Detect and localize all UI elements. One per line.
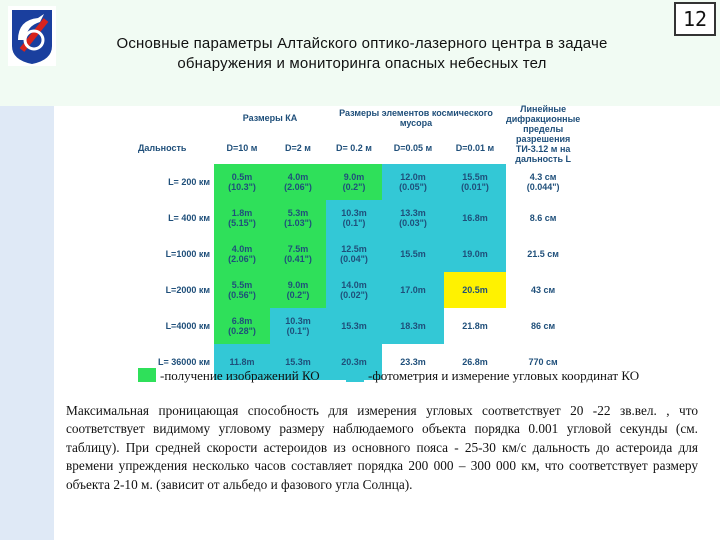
table-cell: 9.0m (0.2") xyxy=(270,272,326,308)
slide-number: 12 xyxy=(674,2,716,36)
table-cell: 23.3m xyxy=(382,344,444,380)
linear-limit-cell: 4.3 см (0.044") xyxy=(526,172,560,192)
table-row xyxy=(138,200,580,236)
table-cell: 6.8m (0.28") xyxy=(214,308,270,344)
table-cell: 4.0m (2.06") xyxy=(214,236,270,272)
column-header: D=10 м xyxy=(226,142,258,153)
linear-limit-cell: 86 см xyxy=(531,321,556,331)
table-cell: 15.5m xyxy=(382,236,444,272)
legend-green-label: -получение изображений КО xyxy=(160,368,320,383)
table-cell: 10.3m (0.1") xyxy=(270,308,326,344)
table-cell: 15.3m xyxy=(326,308,382,344)
table-cell: 21.8m xyxy=(444,308,506,344)
legend-cyan-swatch xyxy=(346,368,364,382)
row-distance-label: L=1000 км xyxy=(165,249,210,259)
table-cell: 4.0m (2.06") xyxy=(270,164,326,200)
header-linear-limits: Линейные дифракционные пределы разрешения ТИ-3.12 м на дальность L xyxy=(506,104,581,164)
table-cell: 18.3m xyxy=(382,308,444,344)
column-header: D= 0.2 м xyxy=(336,142,372,153)
table-row xyxy=(138,236,580,272)
table-cell: 10.3m (0.1") xyxy=(326,200,382,236)
slide-title: Основные параметры Алтайского оптико-лазерного центра в задаче обнаружения и мониторинга опасных небесных тел xyxy=(116,35,608,72)
institute-logo-icon xyxy=(8,6,56,66)
table-cell: 20.5m xyxy=(444,272,506,308)
table-cell: 16.8m xyxy=(444,200,506,236)
table-cell: 13.3m (0.03") xyxy=(382,200,444,236)
table-cell: 20.3m xyxy=(326,344,382,380)
linear-limit-cell: 21.5 см xyxy=(527,249,559,259)
parameters-table xyxy=(138,104,580,380)
header-distance: Дальность xyxy=(138,142,187,153)
table-cell: 11.8m xyxy=(214,344,270,380)
table-cell: 15.5m (0.01") xyxy=(444,164,506,200)
header-spacecraft-sizes: Размеры КА xyxy=(242,112,298,123)
table-cell: 5.5m (0.56") xyxy=(214,272,270,308)
table-cell: 0.5m (10.3") xyxy=(214,164,270,200)
linear-limit-cell: 43 см xyxy=(531,285,556,295)
table-cell: 15.3m xyxy=(270,344,326,380)
table-row xyxy=(138,164,580,200)
column-header: D=0.05 м xyxy=(393,142,433,153)
linear-limit-cell: 8.6 см xyxy=(529,213,557,223)
row-distance-label: L=2000 км xyxy=(165,285,210,295)
table-cell: 19.0m xyxy=(444,236,506,272)
linear-limit-cell: 770 см xyxy=(528,357,558,367)
description-paragraph: Максимальная проницающая способность для измерения угловых соответствует 20 -22 зв.вел. , что соответствует видимому угловому размеру наблюдаемого объекта порядка 0.001 угловой секунды (см. таблицу). При средней скорости астероидов из основного пояса - 25-30 км/с дальность до астероида для времени упреждения несколько часов составляет порядка 200 000 – 300 000 км, что соответствует размеру объекта 2-10 м. (зависит от альбедо и фазового угла Солнца). xyxy=(66,403,698,492)
table-cell: 12.5m (0.04") xyxy=(326,236,382,272)
row-distance-label: L= 36000 км xyxy=(158,357,210,367)
table-cell: 7.5m (0.41") xyxy=(270,236,326,272)
table-cell: 9.0m (0.2") xyxy=(326,164,382,200)
column-header: D=0.01 м xyxy=(455,142,495,153)
table-cell: 14.0m (0.02") xyxy=(326,272,382,308)
row-distance-label: L=4000 км xyxy=(165,321,210,331)
row-distance-label: L= 200 км xyxy=(168,177,210,187)
legend-cyan-label: -фотометрия и измерение угловых координат КО xyxy=(368,368,640,383)
column-header: D=2 м xyxy=(285,142,311,153)
row-distance-label: L= 400 км xyxy=(168,213,210,223)
table-cell: 12.0m (0.05") xyxy=(382,164,444,200)
table-cell: 17.0m xyxy=(382,272,444,308)
table-cell: 26.8m xyxy=(444,344,506,380)
header-debris-sizes: Размеры элементов космического мусора xyxy=(339,107,493,128)
table-row xyxy=(138,272,580,308)
table-cell: 1.8m (5.15") xyxy=(214,200,270,236)
table-cell: 5.3m (1.03") xyxy=(270,200,326,236)
table-row xyxy=(138,308,580,344)
legend-green-swatch xyxy=(138,368,156,382)
